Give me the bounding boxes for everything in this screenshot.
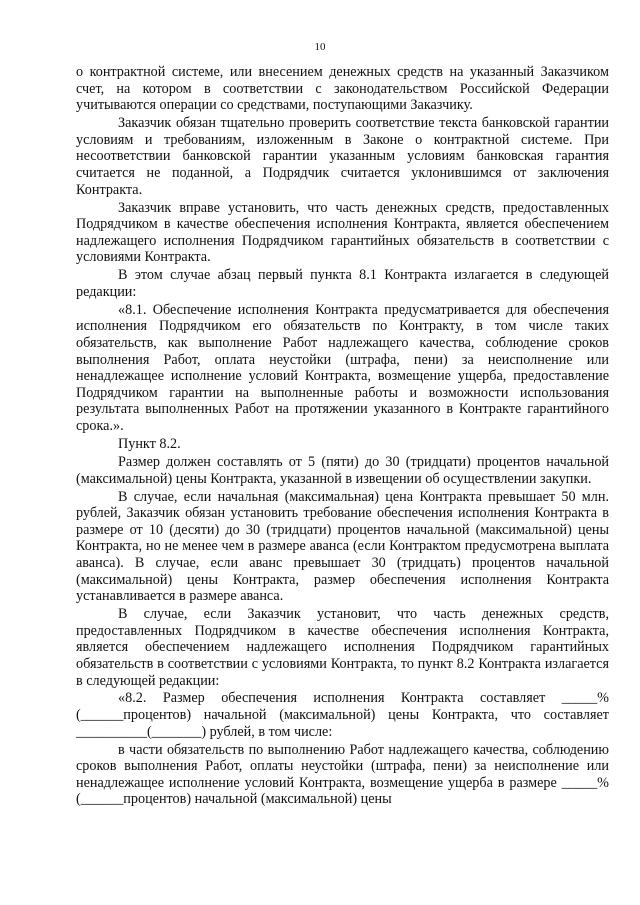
paragraph: в части обязательств по выполнению Работ надлежащего качества, соблюдению сроков выполнения Работ, оплаты неустойки (штрафа, пени) за неисполнение или ненадлежащее исполнение условий Контракта, возмещение ущерба в размере _____% (______процентов) начальной (максимальной) цены (76, 741, 609, 808)
paragraph: Пункт 8.2. (118, 436, 181, 453)
paragraph: В этом случае абзац первый пункта 8.1 Контракта излагается в следующей редакции: (76, 267, 609, 300)
paragraph: «8.1. Обеспечение исполнения Контракта предусматривается для обеспечения исполнения Подрядчиком его обязательств по Контракту, в том числе таких обязательств, как выполнение Работ надлежащего качества, соблюдение сроков выполнения Работ, оплата неустойки (штрафа, пени) за неисполнение или ненадлежащее исполнение условий Контракта, возмещение ущерба, предоставление Подрядчиком гарантии на выполненные работы и возможности использования результата выполненных Работ на протяжении указанного в Контракте гарантийного срока.». (76, 301, 609, 435)
paragraph: В случае, если начальная (максимальная) цена Контракта превышает 50 млн. рублей, Заказчик обязан установить требование обеспечения исполнения Контракта в размере от 10 (десяти) до 30 (тридцати) процентов начальной (максимальной) цены Контракта, но не менее чем в размере аванса (если Контрактом предусмотрена выплата аванса). В случае, если аванс превышает 30 (тридцать) процентов начальной (максимальной) цены Контракта, размер обеспечения исполнения Контракта устанавливается в размере аванса. (76, 488, 609, 605)
paragraph: Размер должен составлять от 5 (пяти) до 30 (тридцати) процентов начальной (максимальной) цены Контракта, указанной в извещении об осуществлении закупки. (76, 454, 609, 487)
paragraph: Заказчик обязан тщательно проверить соответствие текста банковской гарантии условиям и требованиям, изложенным в Законе о контрактной системе. При несоответствии банковской гарантии указанным условиям банковская гарантия считается не поданной, а Подрядчик считается уклонившимся от заключения Контракта. (76, 115, 609, 198)
paragraph: В случае, если Заказчик установит, что часть денежных средств, предоставленных Подрядчиком в качестве обеспечения исполнения Контракта, является обеспечением надлежащего исполнения Подрядчиком гарантийных обязательств в соответствии с условиями Контракта, то пункт 8.2 Контракта излагается в следующей редакции: (76, 606, 609, 689)
paragraph: о контрактной системе, или внесением денежных средств на указанный Заказчиком счет, на котором в соответствии с законодательством Российской Федерации учитываются операции со средствами, поступающими Заказчику. (76, 64, 609, 114)
page-number: 10 (314, 41, 326, 53)
paragraph: «8.2. Размер обеспечения исполнения Контракта составляет _____% (______процентов) начальной (максимальной) цены Контракта, что составляет __________(_______) рублей, в том числе: (76, 690, 609, 740)
document-body (76, 64, 609, 809)
paragraph: Заказчик вправе установить, что часть денежных средств, предоставленных Подрядчиком в качестве обеспечения исполнения Контракта, является обеспечением надлежащего исполнения Подрядчиком гарантийных обязательств в соответствии с условиями Контракта. (76, 199, 609, 266)
